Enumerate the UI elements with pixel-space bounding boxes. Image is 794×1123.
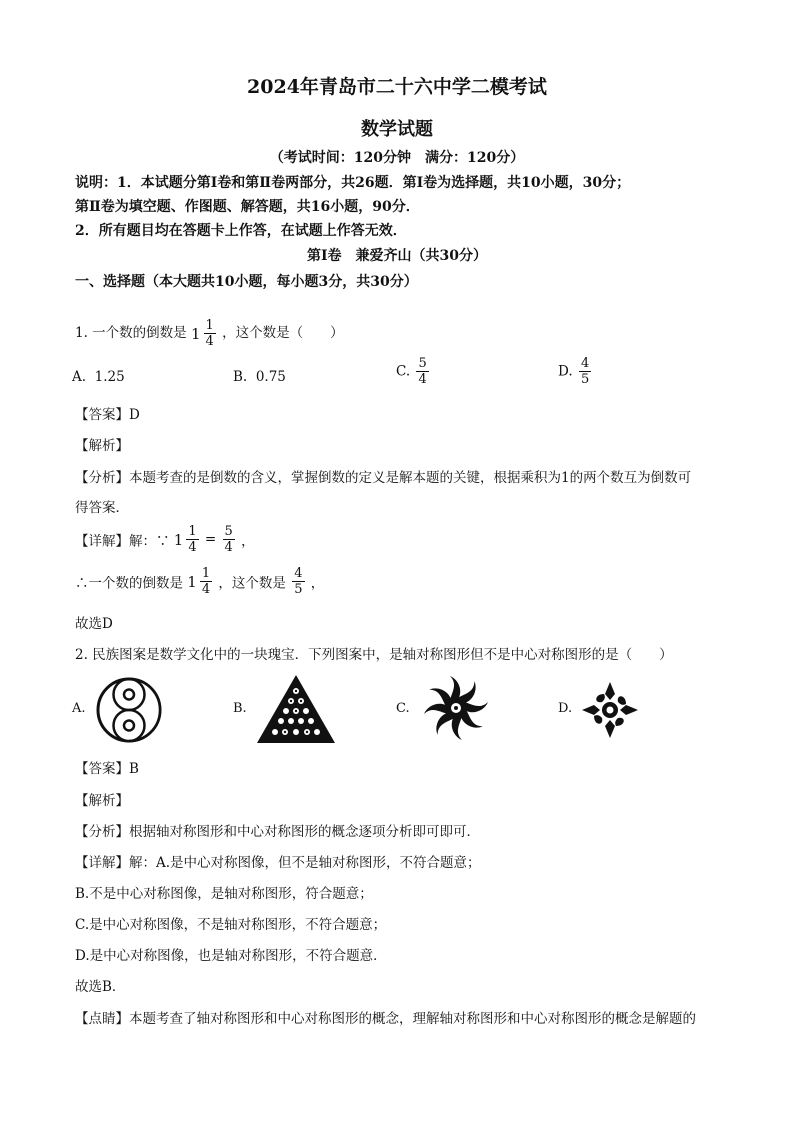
q2-option-a-label: A. <box>72 701 86 716</box>
q1-option-a: A. 1.25 <box>72 369 125 385</box>
q2-option-d-label: D. <box>558 701 573 716</box>
q2-option-b-label: B. <box>233 701 247 716</box>
q1-prefix: 1. 一个数的倒数是 <box>75 325 187 341</box>
q2-fenxi: 【分析】根据轴对称图形和中心对称图形的概念逐项分析即可即可． <box>75 824 480 840</box>
pinwheel-flower-icon <box>420 672 492 744</box>
exam-title: 2024年青岛市二十六中学二模考试 <box>247 76 547 98</box>
q2-detail-4: D.是中心对称图像，也是轴对称图形，不符合题意． <box>75 948 387 964</box>
q1-mixed-number: 1 $\frac{1}{4}$ <box>190 318 214 349</box>
section-heading: 第Ⅰ卷 兼爱齐山（共30分） <box>306 248 488 264</box>
q1-suffix: ，这个数是（ ） <box>222 325 344 341</box>
q2-detail-2: B.不是中心对称图像，是轴对称图形，符合题意； <box>75 886 373 902</box>
part-heading: 一、选择题（本大题共10小题，每小题3分，共30分） <box>75 274 418 290</box>
instruction-line-1: 说明：1．本试题分第Ⅰ卷和第Ⅱ卷两部分，共26题．第Ⅰ卷为选择题，共10小题，30分； <box>75 175 631 191</box>
q1-detail: 【详解】解：∵ 1 $\frac{1}{4}$ = $\frac{5}{4}$ ， <box>75 524 255 555</box>
cross-flower-icon <box>580 680 640 740</box>
q2-detail-3: C.是中心对称图像，不是轴对称图形，不符合题意； <box>75 917 387 933</box>
q2-choose: 故选B． <box>75 979 126 995</box>
q1-fenxi-line-1: 【分析】本题考查的是倒数的含义，掌握倒数的定义是解本题的关键，根据乘积为1的两个数互为倒数可 <box>75 470 692 486</box>
q2-answer: 【答案】B <box>75 761 139 777</box>
q2-stem: 2. 民族图案是数学文化中的一块瑰宝．下列图案中，是轴对称图形但不是中心对称图形的是（ ） <box>75 647 673 663</box>
exam-time-info: （考试时间：120分钟 满分：120分） <box>269 150 525 166</box>
q1-stem <box>75 318 344 349</box>
q2-dianjing: 【点睛】本题考查了轴对称图形和中心对称图形的概念，理解轴对称图形和中心对称图形的概念是解题的 <box>75 1011 696 1027</box>
q1-answer: 【答案】D <box>75 407 140 423</box>
taiji-icon <box>95 676 163 744</box>
q1-fenxi-line-2: 得答案． <box>75 500 129 516</box>
exam-subtitle: 数学试题 <box>361 119 433 140</box>
triangle-pattern-icon <box>255 673 337 745</box>
q1-option-b: B. 0.75 <box>233 369 286 385</box>
q1-analysis-tag: 【解析】 <box>75 438 129 454</box>
q1-therefore: ∴一个数的倒数是 1 $\frac{1}{4}$ ，这个数是 $\frac{4}{5}$ ， <box>75 566 325 597</box>
q2-detail-1: 【详解】解：A.是中心对称图像，但不是轴对称图形，不符合题意； <box>75 855 481 871</box>
q2-option-c-label: C. <box>396 701 410 716</box>
q2-analysis-tag: 【解析】 <box>75 793 129 809</box>
instruction-line-3: 2．所有题目均在答题卡上作答，在试题上作答无效． <box>75 223 407 239</box>
q1-option-c: C. $\frac{5}{4}$ <box>396 356 427 387</box>
q1-option-d: D. $\frac{4}{5}$ <box>558 356 590 387</box>
q1-choose: 故选D <box>75 616 113 632</box>
instruction-line-2: 第Ⅱ卷为填空题、作图题、解答题，共16小题，90分． <box>75 199 420 215</box>
